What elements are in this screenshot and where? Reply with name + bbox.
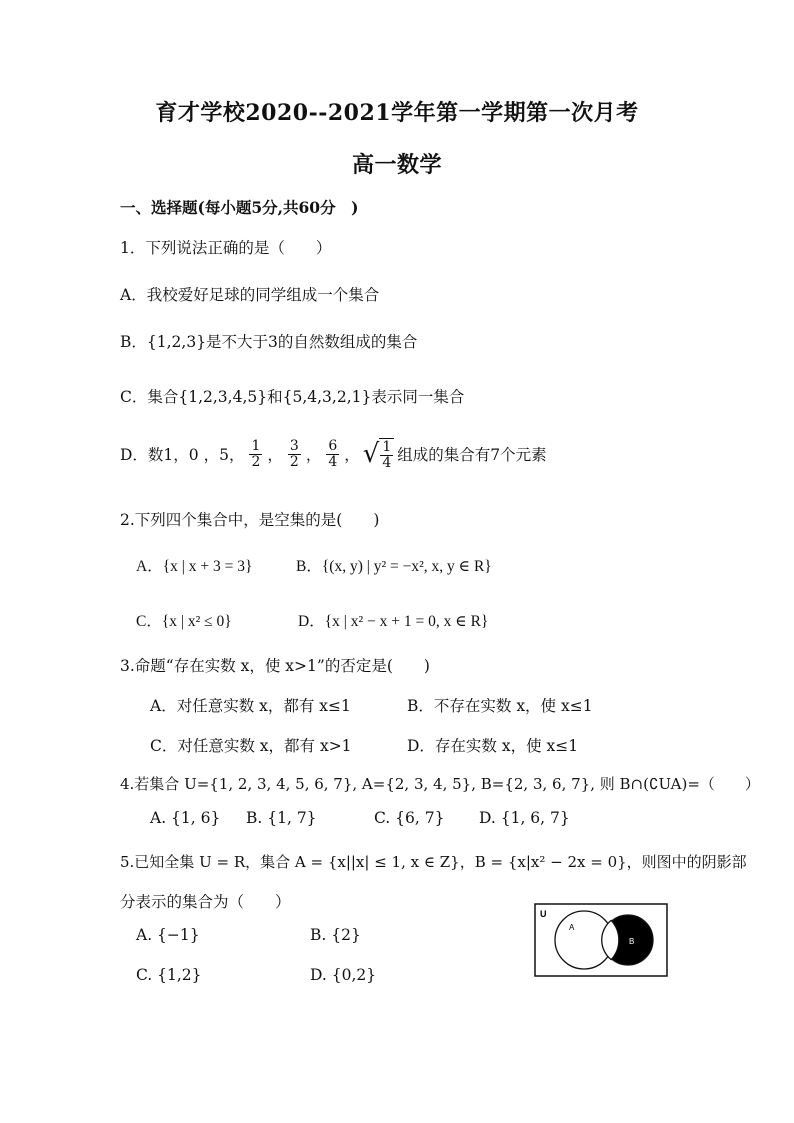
- q4-option-b: B. {1, 7}: [246, 809, 317, 827]
- fraction-numerator: 6: [328, 438, 338, 454]
- q1-option-d: [120, 438, 547, 470]
- universe-label: U: [540, 909, 547, 919]
- fraction-denominator: 4: [328, 453, 338, 470]
- q5-option-a: A. {−1}: [136, 926, 200, 944]
- q3-stem: 3.命题“存在实数 x，使 x>1”的否定是( ): [120, 657, 430, 675]
- subject-title: 高一数学: [351, 152, 442, 178]
- fraction-denominator: 2: [251, 453, 261, 470]
- q2-option-a: A．{x | x + 3 = 3}: [136, 558, 253, 575]
- section-heading: 一、选择题(每小题5分,共60分 ): [120, 198, 359, 217]
- q4-option-c: C. {6, 7}: [374, 809, 445, 827]
- sqrt-one-quarter: [363, 438, 395, 470]
- venn-diagram: [534, 903, 668, 977]
- q3-option-d: D．存在实数 x，使 x≤1: [407, 737, 579, 755]
- set-b-label: B: [629, 937, 635, 946]
- set-a-label: A: [569, 923, 575, 932]
- q2-stem: 2.下列四个集合中，是空集的是( ): [120, 511, 380, 529]
- q5-stem-line1: 5.已知全集 U = R，集合 A = {x||x| ≤ 1, x ∈ Z}，B = {x|x² − 2x = 0}，则图中的阴影部: [120, 853, 747, 871]
- q1-d-prefix: D．数1，0 ，5，: [120, 446, 245, 465]
- q1-option-a: A．我校爱好足球的同学组成一个集合: [120, 286, 380, 304]
- q5-option-b: B. {2}: [310, 926, 361, 944]
- q5-option-d: D. {0,2}: [310, 966, 377, 984]
- fraction-1-2: [249, 439, 262, 469]
- fraction-numerator: 1: [382, 439, 392, 455]
- exam-title: 育才学校2020--2021学年第一学期第一次月考: [155, 100, 639, 126]
- q4-option-a: A. {1, 6}: [150, 809, 221, 827]
- comma: ，: [344, 446, 360, 465]
- q2-option-b: B．{(x, y) | y² = −x², x, y ∈ R}: [296, 558, 492, 575]
- q3-option-a: A．对任意实数 x，都有 x≤1: [150, 697, 351, 715]
- fraction-denominator: 4: [382, 454, 392, 471]
- q1-option-b: B．{1,2,3}是不大于3的自然数组成的集合: [120, 333, 418, 351]
- q4-stem: 4.若集合 U={1, 2, 3, 4, 5, 6, 7}, A={2, 3, 4, 5}, B={2, 3, 6, 7}, 则 B∩(∁UA)=（ ）: [120, 775, 760, 793]
- fraction-3-2: [288, 439, 301, 469]
- fraction-6-4: [326, 439, 339, 469]
- q2-option-d: D．{x | x² − x + 1 = 0, x ∈ R}: [298, 613, 489, 630]
- fraction-numerator: 3: [289, 438, 299, 454]
- q1-stem: 1．下列说法正确的是（ ）: [120, 239, 332, 257]
- q4-option-d: D. {1, 6, 7}: [479, 809, 570, 827]
- comma: ，: [267, 446, 283, 465]
- q5-stem-line2: 分表示的集合为（ ）: [120, 893, 291, 911]
- comma: ，: [305, 446, 322, 465]
- q2-option-c: C．{x | x² ≤ 0}: [136, 613, 232, 630]
- q1-d-suffix: 组成的集合有7个元素: [397, 446, 547, 465]
- fraction-numerator: 1: [251, 438, 261, 454]
- q5-option-c: C. {1,2}: [136, 966, 202, 984]
- q1-option-c: C．集合{1,2,3,4,5}和{5,4,3,2,1}表示同一集合: [120, 388, 465, 406]
- fraction-denominator: 2: [289, 453, 299, 470]
- q3-option-c: C．对任意实数 x，都有 x>1: [150, 737, 352, 755]
- radical-sign: √: [362, 439, 380, 470]
- q3-option-b: B．不存在实数 x，使 x≤1: [407, 697, 593, 715]
